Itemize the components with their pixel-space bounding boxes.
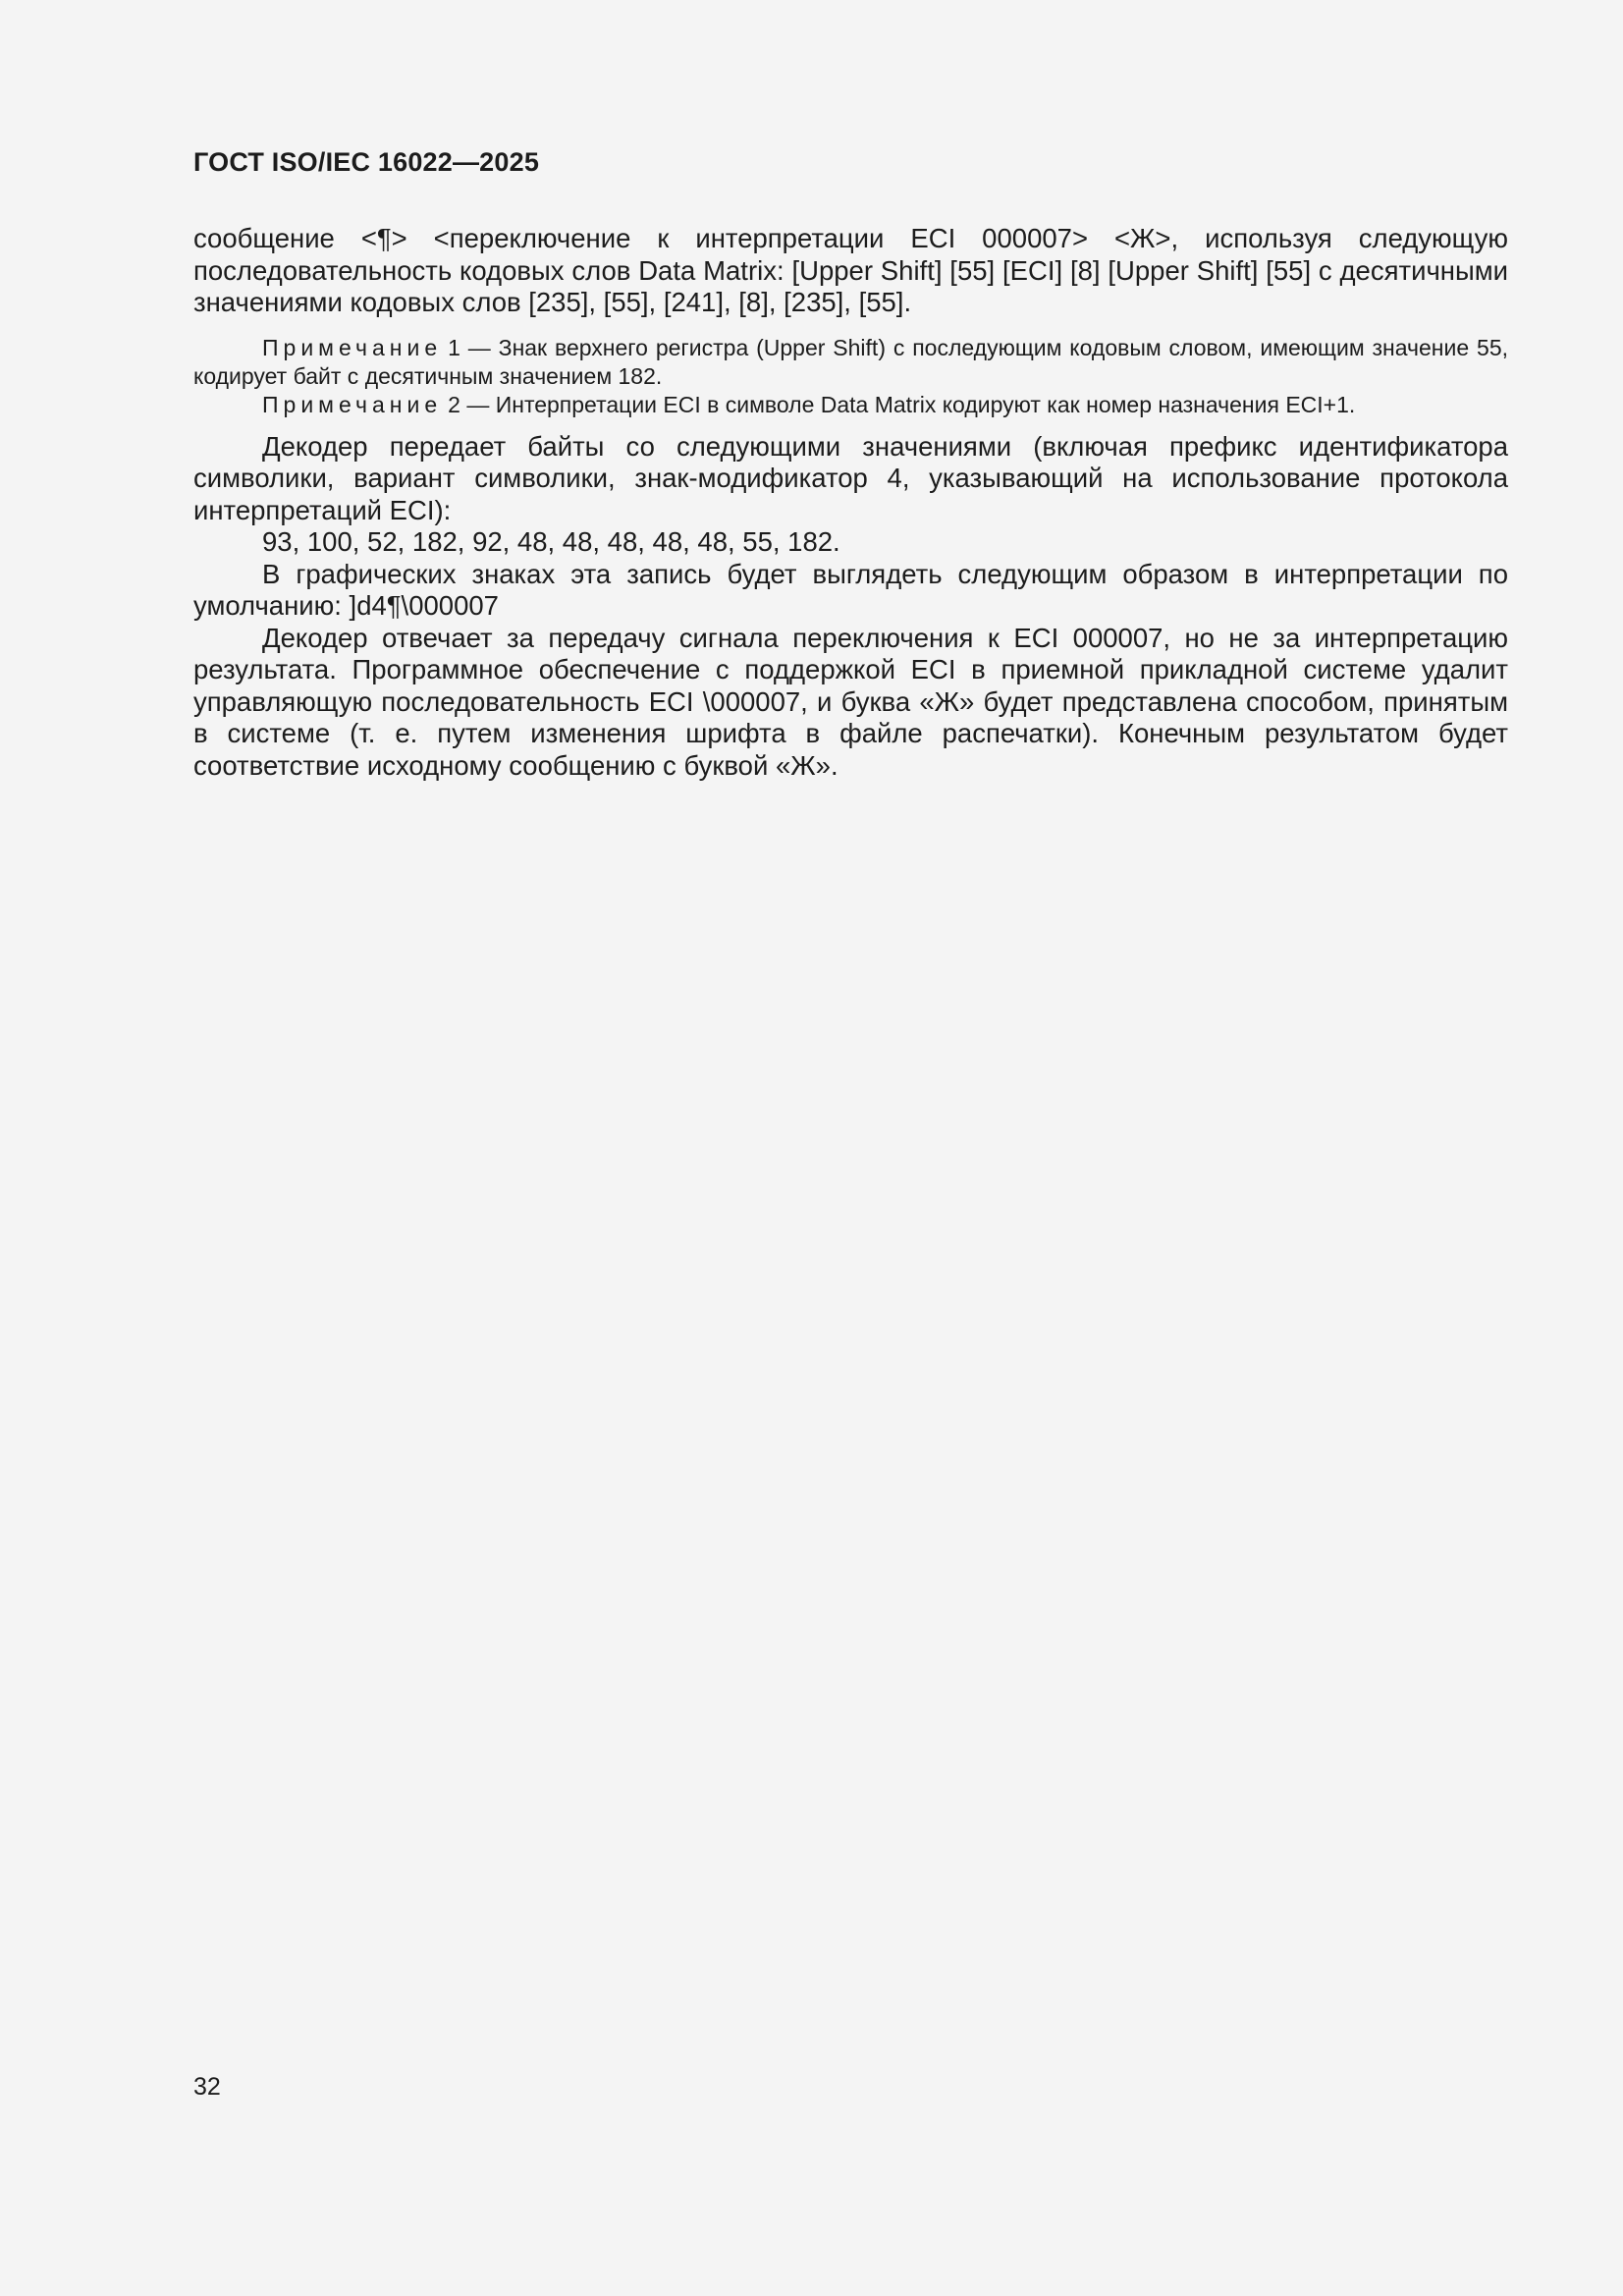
note-label: Примечание <box>262 334 443 360</box>
document-body <box>193 223 1508 782</box>
document-header: ГОСТ ISO/IEC 16022—2025 <box>193 147 540 177</box>
note-text: 2 — Интерпретации ECI в символе Data Matrix кодируют как номер назначения ECI+1. <box>448 391 1356 417</box>
paragraph-responsibility: Декодер отвечает за передачу сигнала переключения к ECI 000007, но не за интерпретацию результата. Программное обеспечение с поддержкой ECI в приемной прикладной системе удалит управляющую последовательность ECI \000007, и буква «Ж» будет представлена способом, принятым в системе (т. е. путем изменения шрифта в файле распечатки). Конечным результатом будет соответствие исходному сообщению с буквой «Ж». <box>193 622 1508 781</box>
note-label: Примечание <box>262 391 443 417</box>
note-2 <box>193 391 1508 419</box>
byte-values: 93, 100, 52, 182, 92, 48, 48, 48, 48, 48, 55, 182. <box>262 526 840 557</box>
paragraph-graphic: В графических знаках эта запись будет выглядеть следующим образом в интерпретации по умолчанию: ]d4¶\000007 <box>193 558 1508 621</box>
paragraph-decoder-bytes: Декодер передает байты со следующими значениями (включая префикс идентификатора символики, вариант символики, знак-модификатор 4, указывающий на использование протокола интерпретаций ECI): <box>193 430 1508 525</box>
page-number: 32 <box>193 2073 221 2101</box>
note-text: 1 — Знак верхнего регистра (Upper Shift) с последующим кодовым словом, имеющим значение 55, кодирует байт с десятичным значением 182. <box>193 334 1508 389</box>
note-1 <box>193 334 1508 391</box>
notes-block <box>193 334 1508 419</box>
paragraph-intro: сообщение <¶> <переключение к интерпретации ECI 000007> <Ж>, используя следующую последовательность кодовых слов Data Matrix: [Upper Shift] [55] [ECI] [8] [Upper Shift] [55] с десятичными значениями кодовых слов [235], [55], [241], [8], [235], [55]. <box>193 223 1508 317</box>
